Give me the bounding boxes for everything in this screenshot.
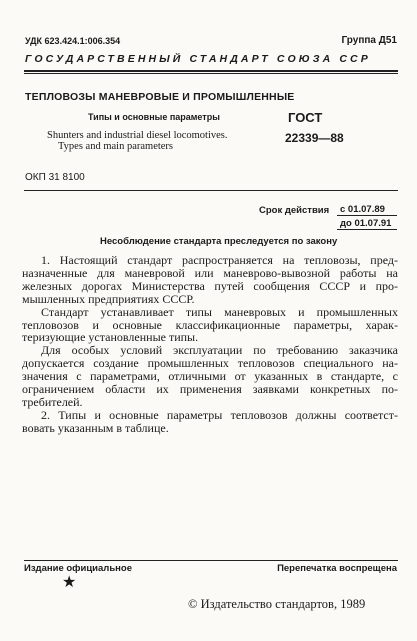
- english-title-line-2: Types and main parameters: [58, 141, 174, 152]
- publisher-copyright: © Издательство стандартов, 1989: [188, 597, 366, 611]
- paragraph-1: [22, 254, 398, 306]
- header-rule-thin: [24, 73, 398, 74]
- validity-to: до 01.07.91: [340, 218, 392, 229]
- header-rule-thick: [24, 70, 398, 72]
- document-title: ТЕПЛОВОЗЫ МАНЕВРОВЫЕ И ПРОМЫШЛЕННЫЕ: [25, 91, 295, 103]
- section-rule: [24, 190, 398, 191]
- text-line: 1. Настоящий стандарт распространяется на тепловозы, пред-: [41, 253, 398, 267]
- body-text: [22, 254, 398, 435]
- text-line: Для особых условий эксплуатации по требованию заказчика: [41, 343, 398, 358]
- legal-warning: Несоблюдение стандарта преследуется по закону: [100, 236, 338, 247]
- group-code: Группа Д51: [341, 35, 397, 46]
- text-line: ограничением области их применения заявками конкретных по-: [22, 382, 398, 397]
- validity-from: с 01.07.89: [340, 204, 385, 215]
- text-line: 2. Типы и основные параметры тепловозов должны соответст-: [41, 407, 398, 422]
- footer-rule: [24, 560, 398, 561]
- gost-number: 22339—88: [285, 131, 344, 145]
- paragraph-4: [22, 409, 398, 435]
- validity-from-underline: [337, 215, 397, 216]
- paragraph-2: [22, 306, 398, 345]
- text-line: требителей.: [22, 394, 83, 409]
- text-line: теризующие установленные типы.: [22, 330, 199, 345]
- state-standard-heading: ГОСУДАРСТВЕННЫЙ СТАНДАРТ СОЮЗА ССР: [25, 53, 371, 65]
- document-subtitle: Типы и основные параметры: [88, 112, 220, 122]
- paragraph-3: [22, 344, 398, 409]
- udk-code: УДК 623.424.1:006.354: [25, 36, 121, 46]
- text-line: вовать указанным в таблице.: [22, 420, 169, 435]
- text-line: мышленных предприятиях СССР.: [22, 291, 195, 306]
- english-title-line-1: Shunters and industrial diesel locomotives.: [47, 130, 228, 141]
- star-icon: ★: [62, 574, 77, 591]
- text-line: назначенные для маневровой или маневрово-вывозной работы на: [22, 265, 398, 280]
- text-line: тепловозов и основные классификационные параметры, харак-: [22, 317, 398, 332]
- text-line: допускается создание промышленных тепловозов специального на-: [22, 356, 398, 371]
- official-edition-label: Издание официальное: [24, 563, 132, 574]
- text-line: значения с параметрами, отличными от указанных в стандарте, с: [22, 369, 398, 384]
- validity-label: Срок действия: [259, 205, 330, 216]
- okp-code: ОКП 31 8100: [25, 172, 85, 183]
- validity-to-underline: [337, 229, 397, 230]
- gost-label: ГОСТ: [288, 110, 323, 125]
- text-line: Стандарт устанавливает типы маневровых и промышленных: [41, 304, 398, 319]
- reprint-prohibited-label: Перепечатка воспрещена: [277, 563, 397, 574]
- text-line: железных дорогах Министерства путей сообщения СССР и про-: [22, 278, 398, 293]
